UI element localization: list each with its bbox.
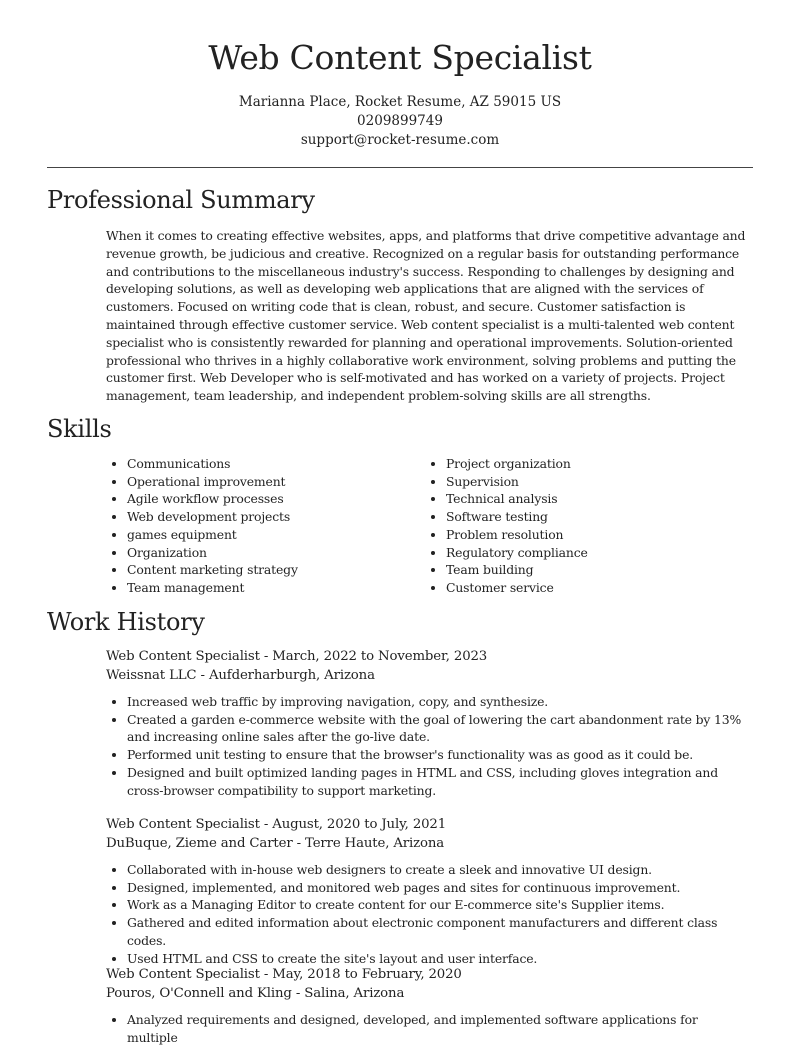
divider xyxy=(47,167,753,168)
skill-item: • Supervision xyxy=(446,473,588,491)
job-bullet: • Designed, implemented, and monitored web pages and sites for continuous improvement. xyxy=(127,879,746,897)
job-bullet: • Increased web traffic by improving navigation, copy, and synthesize. xyxy=(127,693,746,711)
job-bullet: • Designed and built optimized landing pages in HTML and CSS, including gloves integration and cross-browser compatibility to support marketing. xyxy=(127,764,746,799)
work-history-heading: Work History xyxy=(47,608,205,636)
skills-list-right xyxy=(425,455,588,597)
summary-text: When it comes to creating effective websites, apps, and platforms that drive competitive advantage and revenue growth, be judicious and creative. Recognized on a regular basis for outstanding performance and contributions to the miscellaneous industry's success. Responding to challenges by designing and developing solutions, as well as developing web applications that are aligned with the services of customers. Focused on writing code that is clean, robust, and secure. Customer satisfaction is maintained through effective customer service. Web content specialist is a multi-talented web content specialist who is consistently rewarded for planning and operational improvements. Solution-oriented professional who thrives in a highly collaborative work environment, solving problems and putting the customer first. Web Developer who is self-motivated and has worked on a variety of projects. Project management, team leadership, and independent problem-solving skills are all strengths. xyxy=(106,228,746,404)
job-bullet: • Performed unit testing to ensure that the browser's functionality was as good as it could be. xyxy=(127,746,746,764)
skill-item: • Agile workflow processes xyxy=(127,490,298,508)
job-bullet: • Work as a Managing Editor to create content for our E-commerce site's Supplier items. xyxy=(127,896,746,914)
address: Marianna Place, Rocket Resume, AZ 59015 US xyxy=(238,94,562,110)
job-title-line: Web Content Specialist - March, 2022 to November, 2023 xyxy=(106,649,488,664)
skill-item: • Problem resolution xyxy=(446,526,588,544)
summary-heading: Professional Summary xyxy=(47,186,315,214)
skill-item: • Project organization xyxy=(446,455,588,473)
skill-item: • Technical analysis xyxy=(446,490,588,508)
job-bullet: • Gathered and edited information about electronic component manufacturers and different class codes. xyxy=(127,914,746,949)
skill-item: • Communications xyxy=(127,455,298,473)
job-entry xyxy=(106,816,746,967)
skill-item: • Organization xyxy=(127,544,298,562)
skill-item: • Operational improvement xyxy=(127,473,298,491)
resume-title: Web Content Specialist xyxy=(208,38,592,77)
job-company-line: DuBuque, Zieme and Carter - Terre Haute, Arizona xyxy=(106,835,445,851)
job-bullet: • Collaborated with in-house web designers to create a sleek and innovative UI design. xyxy=(127,861,746,879)
skill-item: • Regulatory compliance xyxy=(446,544,588,562)
job-title-line: Web Content Specialist - August, 2020 to July, 2021 xyxy=(106,817,447,832)
contact-info xyxy=(0,93,800,150)
job-bullet: • Used HTML and CSS to create the site's layout and user interface. xyxy=(127,950,746,968)
phone: 0209899749 xyxy=(357,113,443,129)
job-bullets xyxy=(106,861,746,967)
job-bullets xyxy=(106,1011,746,1046)
skill-item: • Software testing xyxy=(446,508,588,526)
job-entry xyxy=(106,648,746,799)
skill-item: • Customer service xyxy=(446,579,588,597)
job-bullets xyxy=(106,693,746,799)
skill-item: • Team building xyxy=(446,561,588,579)
job-entry xyxy=(106,966,746,1046)
skill-item: • Team management xyxy=(127,579,298,597)
job-company-line: Pouros, O'Connell and Kling - Salina, Arizona xyxy=(106,985,405,1001)
skills-heading: Skills xyxy=(47,415,112,443)
skill-item: • games equipment xyxy=(127,526,298,544)
job-bullet: • Analyzed requirements and designed, developed, and implemented software applications for multiple xyxy=(127,1011,746,1046)
job-title-line: Web Content Specialist - May, 2018 to February, 2020 xyxy=(106,967,462,982)
skill-item: • Content marketing strategy xyxy=(127,561,298,579)
email: support@rocket-resume.com xyxy=(300,132,500,148)
job-company-line: Weissnat LLC - Aufderharburgh, Arizona xyxy=(106,667,375,683)
skill-item: • Web development projects xyxy=(127,508,298,526)
skills-list-left xyxy=(106,455,298,597)
job-bullet: • Created a garden e-commerce website with the goal of lowering the cart abandonment rate by 13% and increasing online sales after the go-live date. xyxy=(127,711,746,746)
